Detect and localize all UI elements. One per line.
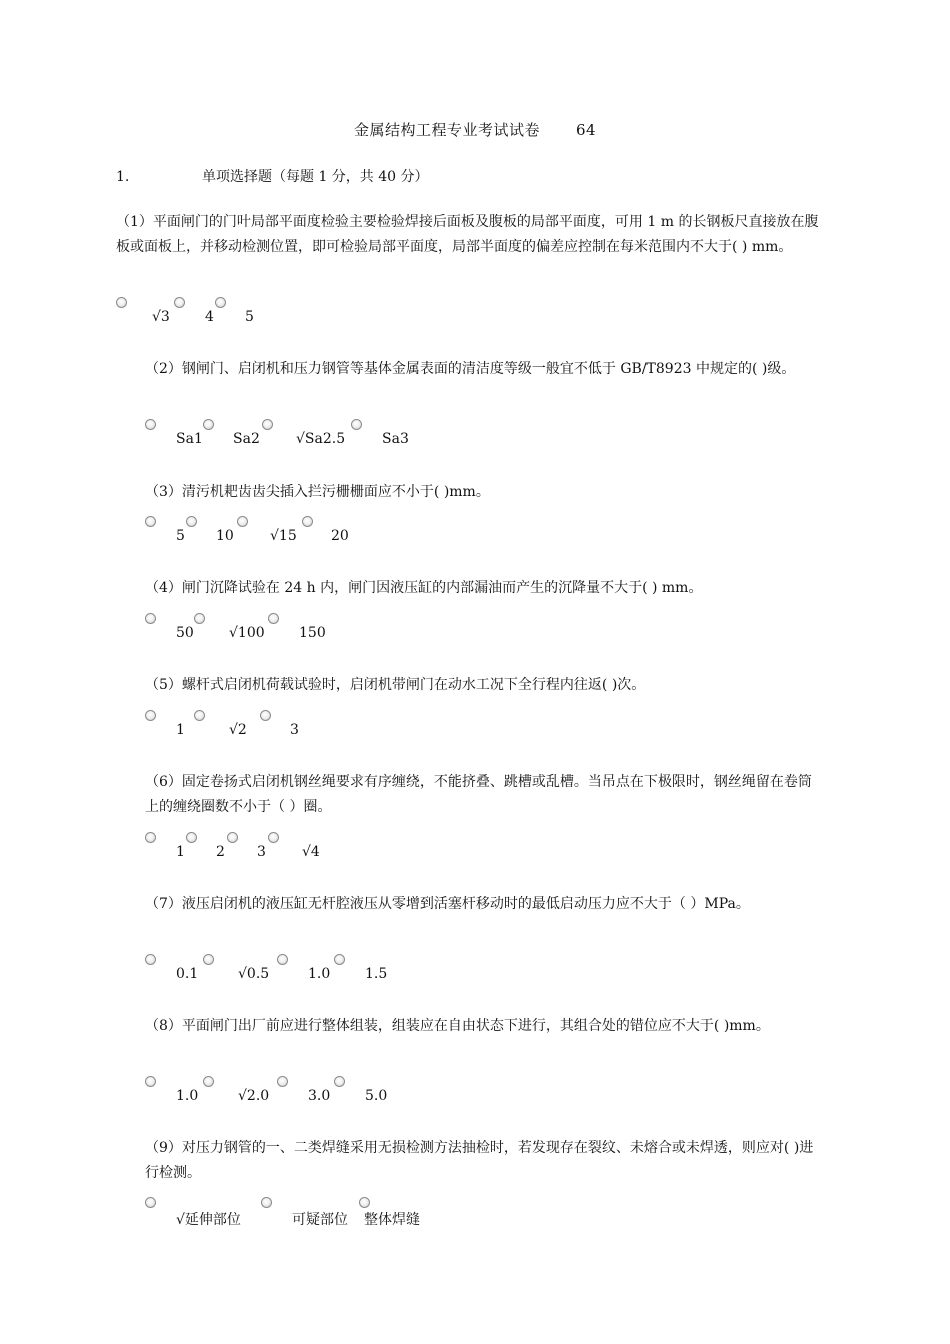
radio-button-icon[interactable] bbox=[334, 954, 345, 965]
radio-button-icon[interactable] bbox=[277, 1076, 288, 1087]
radio-button-icon[interactable] bbox=[277, 954, 288, 965]
radio-button-icon[interactable] bbox=[145, 613, 156, 624]
radio-button-icon[interactable] bbox=[145, 1076, 156, 1087]
option-label: 1 bbox=[176, 844, 185, 860]
option-label: 整体焊缝 bbox=[364, 1212, 420, 1228]
option-label: 3.0 bbox=[308, 1088, 331, 1104]
radio-button-icon[interactable] bbox=[268, 832, 279, 843]
radio-button-icon[interactable] bbox=[351, 419, 362, 430]
option-label: 50 bbox=[176, 625, 194, 641]
radio-button-icon[interactable] bbox=[215, 297, 226, 308]
radio-button-icon[interactable] bbox=[359, 1197, 370, 1208]
radio-button-icon[interactable] bbox=[194, 710, 205, 721]
option-label: 1 bbox=[176, 722, 185, 738]
option-label: 2 bbox=[216, 844, 225, 860]
radio-button-icon[interactable] bbox=[145, 954, 156, 965]
radio-button-icon[interactable] bbox=[145, 419, 156, 430]
radio-button-icon[interactable] bbox=[145, 710, 156, 721]
question-4-text: （4）闸门沉降试验在 24 h 内，闸门因液压缸的内部漏油而产生的沉降量不大于( ) mm。 bbox=[145, 580, 703, 596]
section-heading bbox=[116, 166, 429, 186]
radio-button-icon[interactable] bbox=[186, 516, 197, 527]
option-label: 1.0 bbox=[308, 966, 331, 982]
question-8-text: （8）平面闸门出厂前应进行整体组装，组装应在自由状态下进行，其组合处的错位应不大于( )mm。 bbox=[145, 1018, 770, 1034]
document-title bbox=[0, 119, 950, 140]
option-label: 5.0 bbox=[365, 1088, 388, 1104]
option-label: 4 bbox=[205, 309, 214, 325]
question-2-text: （2）钢闸门、启闭机和压力钢管等基体金属表面的清洁度等级一般宜不低于 GB/T8923 中规定的( )级。 bbox=[145, 361, 796, 377]
radio-button-icon[interactable] bbox=[334, 1076, 345, 1087]
option-label: 10 bbox=[216, 528, 234, 544]
option-label: √100 bbox=[229, 625, 265, 641]
radio-button-icon[interactable] bbox=[262, 419, 273, 430]
option-label: 1.5 bbox=[365, 966, 388, 982]
option-label: 5 bbox=[245, 309, 254, 325]
title-number: 64 bbox=[575, 121, 597, 139]
option-label: √4 bbox=[302, 844, 320, 860]
option-label: √延伸部位 bbox=[176, 1212, 241, 1228]
option-label: Sa2 bbox=[233, 431, 260, 447]
radio-button-icon[interactable] bbox=[203, 954, 214, 965]
radio-button-icon[interactable] bbox=[227, 832, 238, 843]
radio-button-icon[interactable] bbox=[145, 516, 156, 527]
section-label: 单项选择题（每题 1 分，共 40 分） bbox=[202, 169, 429, 185]
option-label: 20 bbox=[331, 528, 349, 544]
section-number: 1. bbox=[116, 169, 130, 185]
option-label: Sa3 bbox=[382, 431, 409, 447]
option-label: √2 bbox=[229, 722, 247, 738]
question-9-text: （9）对压力钢管的一、二类焊缝采用无损检测方法抽检时，若发现存在裂纹、未熔合或未焊透，则应对( )进行检测。 bbox=[145, 1140, 814, 1181]
radio-button-icon[interactable] bbox=[268, 613, 279, 624]
radio-button-icon[interactable] bbox=[186, 832, 197, 843]
option-label: Sa1 bbox=[176, 431, 203, 447]
question-5-text: （5）螺杆式启闭机荷载试验时，启闭机带闸门在动水工况下全行程内往返( )次。 bbox=[145, 677, 646, 693]
radio-button-icon[interactable] bbox=[194, 613, 205, 624]
radio-button-icon[interactable] bbox=[145, 832, 156, 843]
radio-button-icon[interactable] bbox=[203, 419, 214, 430]
question-1-text: （1）平面闸门的门叶局部平面度检验主要检验焊接后面板及腹板的局部平面度，可用 1 m 的长钢板尺直接放在腹板或面板上，并移动检测位置，即可检验局部平面度，局部半面度的偏差应控制在每米范围内不大于( ) mm。 bbox=[116, 214, 819, 255]
radio-button-icon[interactable] bbox=[174, 297, 185, 308]
question-6-text: （6）固定卷扬式启闭机钢丝绳要求有序缠绕，不能挤叠、跳槽或乱槽。当吊点在下极限时，钢丝绳留在卷筒上的缠绕圈数不小于（ ）圈。 bbox=[145, 774, 812, 815]
question-3-text: （3）清污机耙齿齿尖插入拦污栅栅面应不小于( )mm。 bbox=[145, 484, 490, 500]
option-label: 1.0 bbox=[176, 1088, 199, 1104]
radio-button-icon[interactable] bbox=[261, 1197, 272, 1208]
radio-button-icon[interactable] bbox=[237, 516, 248, 527]
option-label: √Sa2.5 bbox=[296, 431, 346, 447]
question-7-text: （7）液压启闭机的液压缸无杆腔液压从零增到活塞杆移动时的最低启动压力应不大于（ ）MPa。 bbox=[145, 896, 750, 912]
radio-button-icon[interactable] bbox=[116, 297, 127, 308]
option-label: √15 bbox=[270, 528, 297, 544]
option-label: 0.1 bbox=[176, 966, 199, 982]
radio-button-icon[interactable] bbox=[260, 710, 271, 721]
option-label: √3 bbox=[152, 309, 170, 325]
option-label: 可疑部位 bbox=[292, 1212, 348, 1228]
radio-button-icon[interactable] bbox=[302, 516, 313, 527]
title-text: 金属结构工程专业考试试卷 bbox=[353, 121, 540, 139]
radio-button-icon[interactable] bbox=[145, 1197, 156, 1208]
option-label: 150 bbox=[299, 625, 326, 641]
option-label: √0.5 bbox=[238, 966, 270, 982]
option-label: 5 bbox=[176, 528, 185, 544]
option-label: √2.0 bbox=[238, 1088, 270, 1104]
radio-button-icon[interactable] bbox=[203, 1076, 214, 1087]
option-label: 3 bbox=[290, 722, 299, 738]
option-label: 3 bbox=[257, 844, 266, 860]
